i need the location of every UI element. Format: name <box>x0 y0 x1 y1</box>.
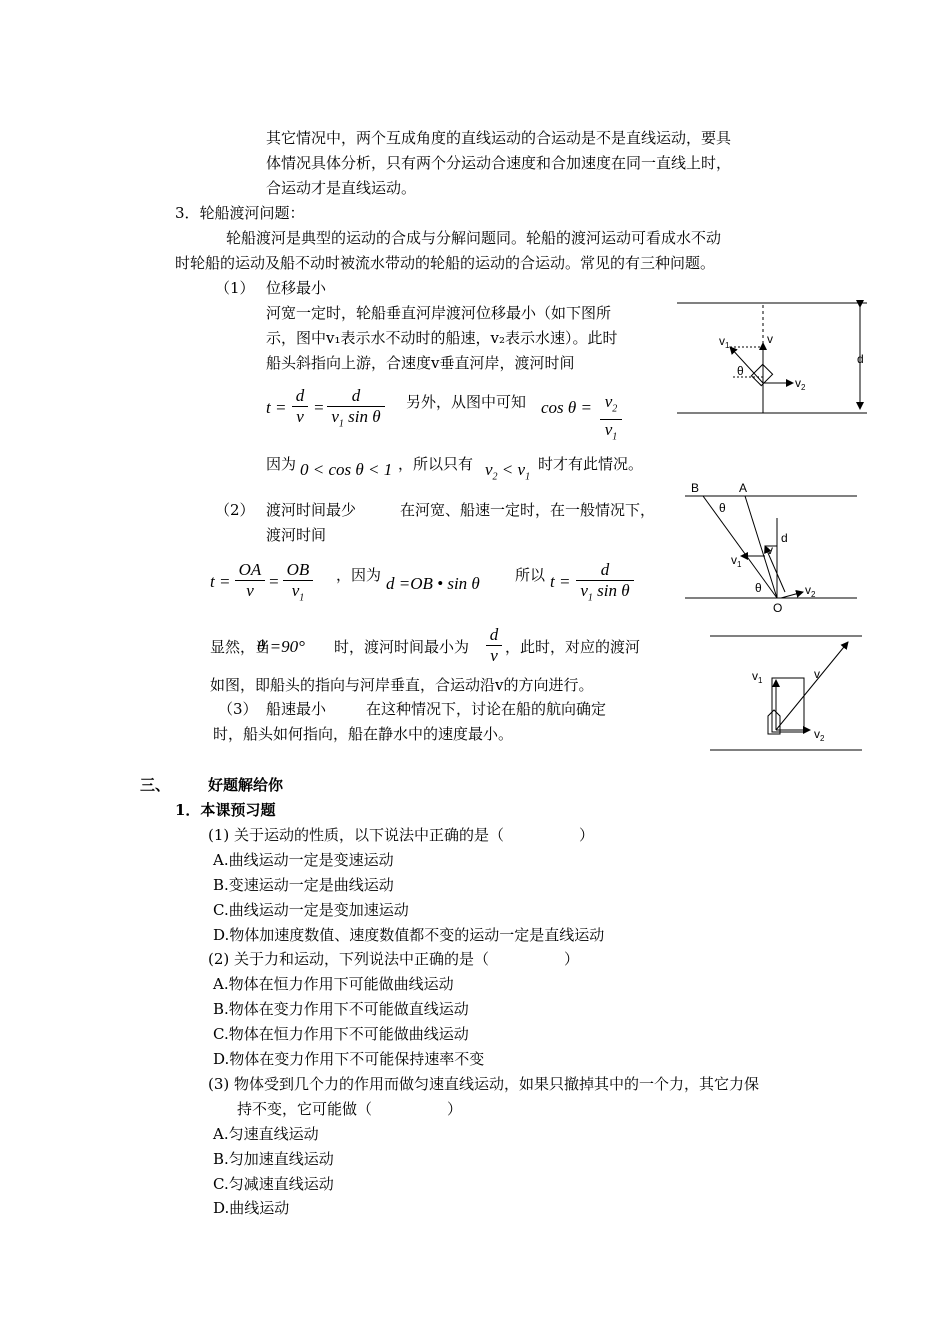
case1-only: ，所以只有 <box>398 455 474 473</box>
q2-option-b: B.物体在变力作用下不可能做直线运动 <box>213 1000 469 1018</box>
frac-OB-v1: $\frac{OB}{v_1}$ <box>283 560 313 608</box>
case2-line2: 如图，即船头的指向与河岸垂直，合运动沿v的方向进行。 <box>210 676 594 694</box>
intro-line-1: 其它情况中，两个互成角度的直线运动的合运动是不是直线运动，要具 <box>266 129 732 147</box>
case1-also: 另外，从图中可知 <box>406 393 527 411</box>
case2-text1: 在河宽、船速一定时，在一般情况下， <box>400 501 656 519</box>
case3-num: （3） <box>218 700 258 718</box>
q1-stem: (1) 关于运动的性质，以下说法中正确的是（ ） <box>208 826 595 844</box>
fig1-label-d: d <box>857 352 864 366</box>
case2-obvious2: 时，渡河时间最小为 <box>334 638 470 656</box>
item3-para-2: 时轮船的运动及船不动时被流水带动的轮船的运动的合运动。常见的有三种问题。 <box>175 254 716 272</box>
fig2-v2-arrow <box>781 592 803 598</box>
q3-stem-2: 持不变，它可能做（ ） <box>237 1100 463 1118</box>
fig2-label-theta2: θ <box>755 581 762 595</box>
q1-option-c: C.曲线运动一定是变加速运动 <box>213 901 409 919</box>
q2-option-c: C.物体在恒力作用下不可能做曲线运动 <box>213 1025 469 1043</box>
fig1-v1-arrow <box>730 347 763 383</box>
case3-text2: 时，船头如何指向，船在静水中的速度最小。 <box>213 725 514 743</box>
formula-eq: = <box>313 398 325 417</box>
intro-line-3: 合运动才是直线运动。 <box>266 179 417 197</box>
q2-option-a: A.物体在恒力作用下可能做曲线运动 <box>213 975 454 993</box>
q1-option-a: A.曲线运动一定是变速运动 <box>213 851 394 869</box>
fig2-label-v1: $v_1$ <box>731 553 742 569</box>
section3-num: 三、 <box>140 776 171 794</box>
fig3-parallelogram <box>772 678 804 732</box>
q2-stem: (2) 关于力和运动，下列说法中正确的是（ ） <box>208 950 580 968</box>
case1-line-2: 示，图中v₁表示水不动时的船速，v₂表示水速）。此时 <box>266 329 618 347</box>
formula-v2-lt-v1: $v_2 < v_1$ <box>485 460 531 483</box>
q3-stem: (3) 物体受到几个力的作用而做匀速直线运动，如果只撤掉其中的一个力，其它力保 <box>208 1075 760 1093</box>
figure-min-displacement <box>675 295 875 420</box>
figure-min-time <box>685 480 865 615</box>
formula2b-t-eq: t = <box>550 572 571 591</box>
formula-cos: cos θ = <box>541 398 592 417</box>
frac-v2-v1: $\frac{v_2}{v_1}$ <box>600 392 622 448</box>
fig3-label-v1: $v_1$ <box>752 669 763 685</box>
fig1-label-v1: $v_1$ <box>719 334 730 350</box>
fig1-label-v: v <box>767 332 773 346</box>
q3-option-a: A.匀速直线运动 <box>213 1125 319 1143</box>
sub1-title: 1．本课预习题 <box>175 801 276 819</box>
q3-option-c: C.匀减速直线运动 <box>213 1175 334 1193</box>
intro-line-2: 体情况具体分析，只有两个分运动合速度和合加速度在同一直线上时， <box>266 154 732 172</box>
q1-option-b: B.变速运动一定是曲线运动 <box>213 876 394 894</box>
fig2-label-O: O <box>773 601 783 615</box>
case2-title: 渡河时间最少 <box>266 501 357 519</box>
fig1-label-theta: θ <box>737 364 744 378</box>
fig3-label-v2: $v_2$ <box>814 727 825 743</box>
case2-because: ，因为 <box>336 566 382 584</box>
fig1-label-v2: $v_2$ <box>795 376 806 392</box>
case3-text1: 在这种情况下，讨论在船的航向确定 <box>366 700 607 718</box>
formula-cos-range: 0 < cos θ < 1 <box>300 460 393 479</box>
figure-min-speed <box>710 630 880 755</box>
fig2-label-v2: $v_2$ <box>805 583 816 599</box>
case1-line-1: 河宽一定时，轮船垂直河岸渡河位移最小（如下图所 <box>266 304 612 322</box>
fig2-label-d: d <box>781 531 788 545</box>
case2-text2: 渡河时间 <box>266 526 327 544</box>
case1-then: 时才有此情况。 <box>538 455 644 473</box>
formula-t-eq: t = <box>266 398 287 417</box>
frac-d-v1sin-2: $\frac{d}{v_1 \sin \theta}$ <box>576 560 634 608</box>
case2-obvious3: ，此时，对应的渡河 <box>505 638 641 656</box>
frac-d-v1sin: $\frac{d}{v_1 \sin \theta}$ <box>327 386 385 434</box>
case1-num: （1） <box>215 279 255 297</box>
q3-option-d: D.曲线运动 <box>213 1199 290 1217</box>
section3-title: 好题解给你 <box>208 776 284 794</box>
q3-option-b: B.匀加速直线运动 <box>213 1150 334 1168</box>
case3-title: 船速最小 <box>266 700 327 718</box>
q2-option-d: D.物体在变力作用下不可能保持速率不变 <box>213 1050 485 1068</box>
q1-option-d: D.物体加速度数值、速度数值都不变的运动一定是直线运动 <box>213 926 605 944</box>
case1-line-3: 船头斜指向上游，合速度v垂直河岸，渡河时间 <box>266 354 575 372</box>
fig2-label-B: B <box>691 481 700 495</box>
fig2-label-A: A <box>739 481 748 495</box>
case1-title: 位移最小 <box>266 279 327 297</box>
case1-because: 因为 <box>266 455 297 473</box>
item3-para-1: 轮船渡河是典型的运动的合成与分解问题同。轮船的渡河运动可看成水不动 <box>226 229 722 247</box>
frac-d-v-min: $\frac{d}{v}$ <box>486 625 502 666</box>
frac-OA-v: $\frac{OA}{v}$ <box>235 560 265 601</box>
formula-d-OB: d =OB • sin θ <box>386 574 480 593</box>
fig3-v-arrow <box>776 642 848 730</box>
frac-d-v: $\frac{d}{v}$ <box>292 386 308 427</box>
case2-obvious1: 显然，当 <box>210 638 271 656</box>
fig3-label-v: v <box>814 667 820 681</box>
fig2-label-theta1: θ <box>719 501 726 515</box>
case2-so: 所以 <box>515 566 546 584</box>
formula2-eq: = <box>268 572 280 591</box>
fig2-label-v: v <box>767 543 773 557</box>
item3-title: 3．轮船渡河问题： <box>175 204 305 222</box>
case2-num: （2） <box>215 501 255 519</box>
formula-theta90: θ =90° <box>257 637 305 656</box>
formula2-t-eq: t = <box>210 572 231 591</box>
